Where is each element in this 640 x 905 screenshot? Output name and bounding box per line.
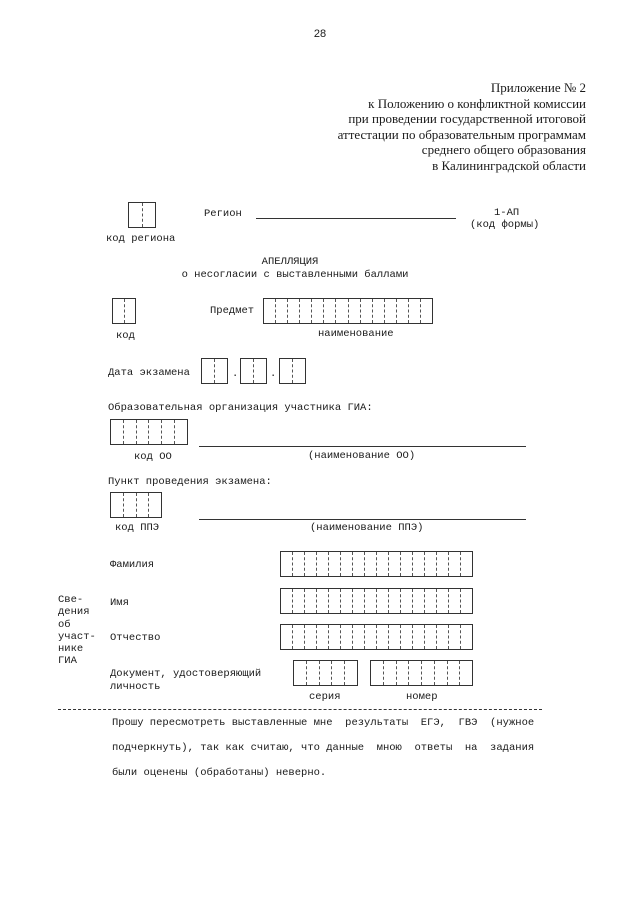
exam-point-name-field[interactable] — [199, 519, 526, 520]
organization-label: Образовательная организация участника ГИА: — [108, 402, 373, 414]
subject-label: Предмет — [210, 305, 255, 317]
region-code-label: код региона — [106, 233, 176, 245]
form-title: АПЕЛЛЯЦИЯ — [261, 256, 319, 268]
request-line: были оценены (обработаны) неверно. — [112, 767, 327, 779]
exam-date-label: Дата экзамена — [108, 367, 190, 379]
region-label: Регион — [204, 208, 242, 220]
surname-boxes[interactable] — [280, 551, 473, 577]
first-name-label: Имя — [110, 597, 129, 609]
organization-code-label: код ОО — [134, 451, 172, 463]
dashed-separator — [58, 709, 542, 710]
exam-point-code-label: код ППЭ — [115, 522, 160, 534]
patronymic-boxes[interactable] — [280, 624, 473, 650]
request-line: Прошу пересмотреть выставленные мне результаты ЕГЭ, ГВЭ (нужное — [112, 717, 535, 729]
appendix-line: аттестации по образовательным программам — [337, 126, 586, 142]
subject-name-boxes[interactable] — [263, 298, 433, 324]
subject-code-label: код — [116, 330, 135, 342]
participant-side-label: Све- дения об участ- нике ГИА — [58, 594, 96, 668]
exam-year-boxes[interactable] — [279, 358, 306, 384]
region-code-boxes[interactable] — [128, 202, 156, 228]
document-number-caption: номер — [406, 691, 438, 703]
date-separator: . — [232, 368, 239, 380]
document-series-caption: серия — [309, 691, 341, 703]
form-code: 1-АП — [494, 207, 520, 219]
request-line: подчеркнуть), так как считаю, что данные мною ответы на задания — [112, 742, 535, 754]
organization-name-field[interactable] — [199, 446, 526, 447]
first-name-boxes[interactable] — [280, 588, 473, 614]
exam-point-name-caption: (наименование ППЭ) — [310, 522, 424, 534]
appendix-line: в Калининградской области — [432, 157, 586, 173]
surname-label: Фамилия — [110, 559, 155, 571]
document-number-boxes[interactable] — [370, 660, 473, 686]
exam-point-label: Пункт проведения экзамена: — [108, 476, 272, 488]
document-label: Документ, удостоверяющий личность — [110, 668, 262, 693]
region-field[interactable] — [256, 218, 456, 219]
appendix-line: Приложение № 2 — [490, 80, 586, 95]
page-number: 28 — [313, 28, 327, 40]
exam-point-code-boxes[interactable] — [110, 492, 162, 518]
patronymic-label: Отчество — [110, 632, 161, 644]
subject-code-boxes[interactable] — [112, 298, 136, 324]
appendix-line: среднего общего образования — [421, 142, 586, 157]
appendix-line: к Положению о конфликтной комиссии — [368, 95, 586, 111]
appendix-header — [338, 80, 586, 173]
document-series-boxes[interactable] — [293, 660, 358, 686]
exam-month-boxes[interactable] — [240, 358, 267, 384]
form-code-caption: (код формы) — [470, 219, 540, 231]
subject-name-caption: наименование — [318, 328, 394, 340]
exam-day-boxes[interactable] — [201, 358, 228, 384]
organization-name-caption: (наименование ОО) — [308, 450, 416, 462]
organization-code-boxes[interactable] — [110, 419, 188, 445]
date-separator: . — [270, 368, 277, 380]
appendix-line: при проведении государственной итоговой — [348, 111, 586, 126]
form-subtitle: о несогласии с выставленными баллами — [181, 269, 409, 281]
